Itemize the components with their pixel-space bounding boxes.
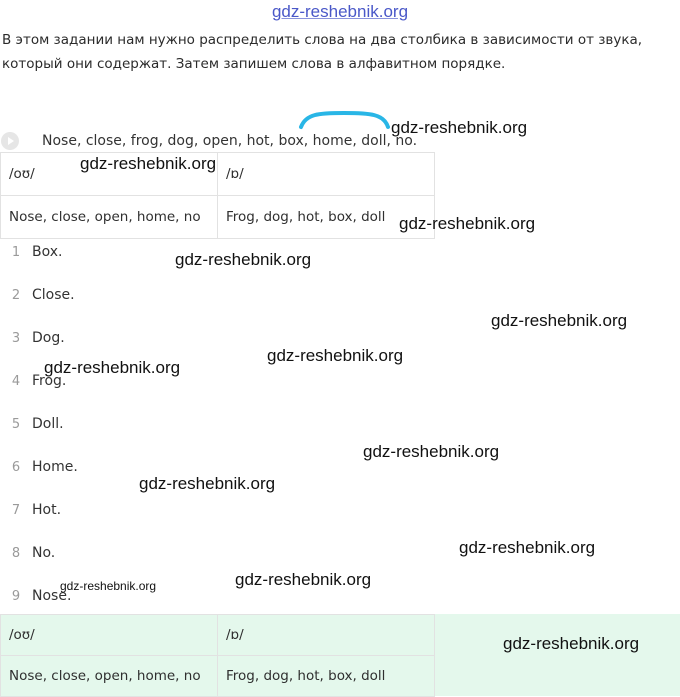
list-item (0, 404, 400, 447)
item-number: 3 (11, 331, 21, 346)
answer-table-top (0, 152, 435, 239)
item-word: Nose. (32, 588, 72, 604)
watermark: gdz-reshebnik.org (44, 358, 181, 377)
play-icon[interactable] (0, 131, 20, 151)
item-number: 4 (11, 374, 21, 389)
cell-o-words: Frog, dog, hot, box, doll (218, 656, 435, 697)
item-word: Box. (32, 244, 63, 260)
watermark: gdz-reshebnik.org (235, 570, 372, 589)
site-header-link[interactable]: gdz-reshebnik.org (271, 2, 409, 21)
watermark: gdz-reshebnik.org (80, 154, 217, 173)
item-word: Dog. (32, 330, 65, 346)
header-cell-ou: /oʊ/ (1, 153, 218, 196)
item-word: Frog. (32, 373, 67, 389)
header-cell-o: /ɒ/ (218, 153, 435, 196)
watermark: gdz-reshebnik.org (139, 474, 276, 493)
watermark: gdz-reshebnik.org (391, 118, 528, 137)
item-number: 9 (11, 589, 21, 604)
item-word: Hot. (32, 502, 62, 518)
item-number: 7 (11, 503, 21, 518)
item-word: No. (32, 545, 56, 561)
list-item (0, 490, 400, 533)
header-cell-ou: /oʊ/ (1, 615, 218, 656)
watermark: gdz-reshebnik.org (459, 538, 596, 557)
item-number: 2 (11, 288, 21, 303)
watermark: gdz-reshebnik.org (60, 579, 157, 593)
cell-o-words: Frog, dog, hot, box, doll (218, 196, 435, 239)
item-number: 6 (11, 460, 21, 475)
watermark: gdz-reshebnik.org (267, 346, 404, 365)
table-row (1, 656, 435, 697)
item-word: Home. (32, 459, 78, 475)
watermark: gdz-reshebnik.org (363, 442, 500, 461)
table-row (1, 615, 435, 656)
list-item (0, 275, 400, 318)
table-row (1, 153, 435, 196)
exercise-sentence: Nose, close, frog, dog, open, hot, box, home, doll, no. (42, 133, 418, 149)
item-word: Doll. (32, 416, 64, 432)
item-number: 1 (11, 245, 21, 260)
header-cell-o: /ɒ/ (218, 615, 435, 656)
highlight-arc (298, 110, 390, 130)
item-number: 8 (11, 546, 21, 561)
item-number: 5 (11, 417, 21, 432)
answer-table-bottom (0, 614, 435, 697)
item-word: Close. (32, 287, 75, 303)
watermark: gdz-reshebnik.org (175, 250, 312, 269)
cell-ou-words: Nose, close, open, home, no (1, 196, 218, 239)
watermark: gdz-reshebnik.org (503, 634, 640, 653)
watermark: gdz-reshebnik.org (399, 214, 536, 233)
task-intro-text: В этом задании нам нужно распределить слова на два столбика в зависимости от звука, который они содержат. Затем запишем слова в алфавитном порядке. (2, 32, 643, 72)
watermark: gdz-reshebnik.org (491, 311, 628, 330)
cell-ou-words: Nose, close, open, home, no (1, 656, 218, 697)
